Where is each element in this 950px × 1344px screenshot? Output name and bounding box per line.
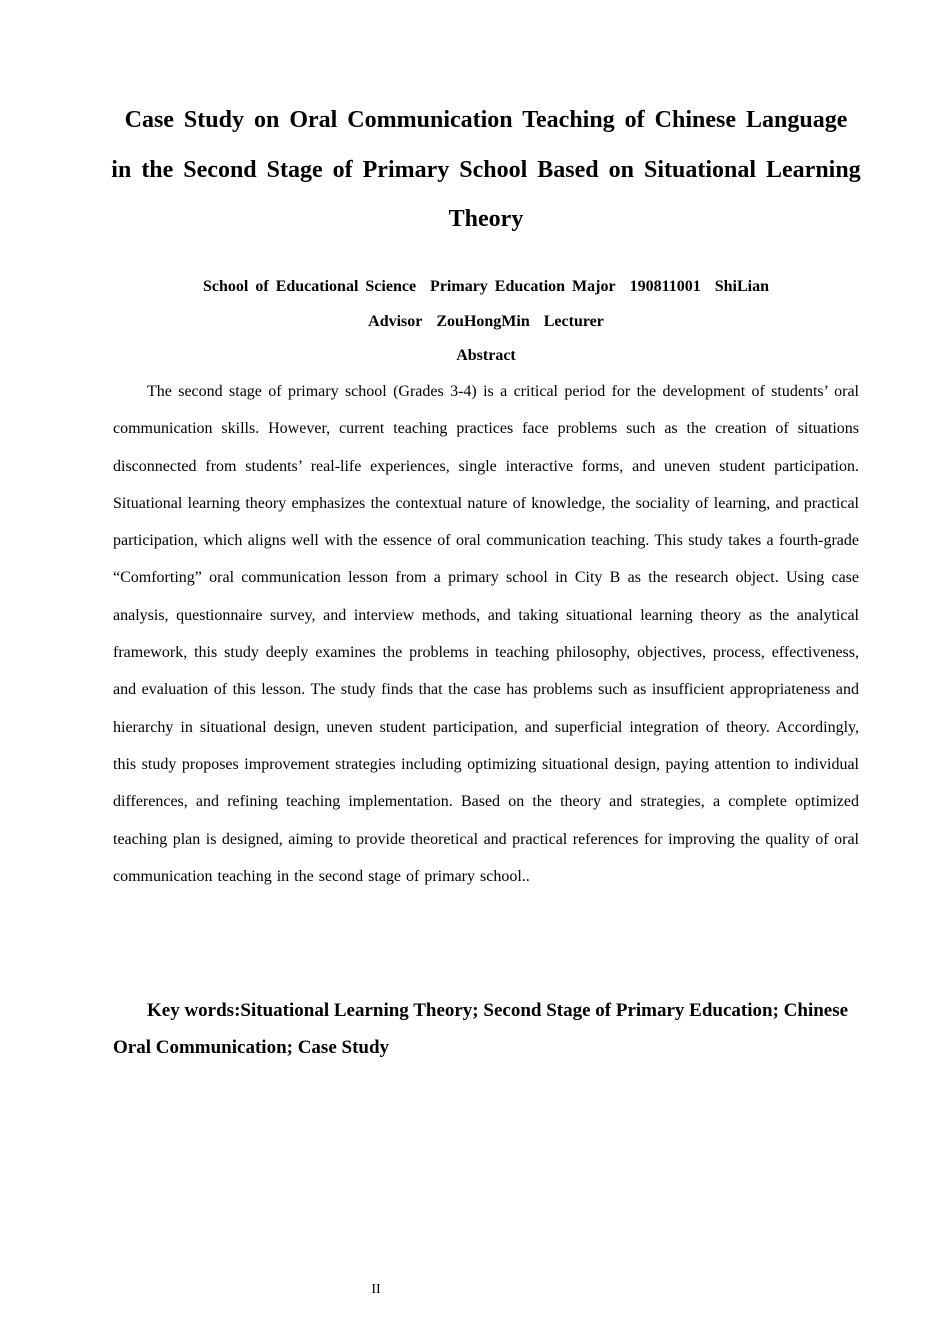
advisor-line bbox=[110, 311, 862, 333]
student-id: 190811001 bbox=[629, 278, 701, 295]
keywords: Key words:Situational Learning Theory; Second Stage of Primary Education; Chinese Oral Communication; Case Study bbox=[113, 1000, 849, 1058]
school-name: School of Educational Science bbox=[203, 278, 417, 295]
page-number: II bbox=[371, 1282, 381, 1297]
advisor-name: ZouHongMin bbox=[436, 313, 530, 330]
major-name: Primary Education Major bbox=[430, 278, 616, 295]
advisor-label: Advisor bbox=[368, 313, 423, 330]
author-name: ShiLian bbox=[714, 278, 769, 295]
abstract-heading: Abstract bbox=[456, 347, 516, 364]
advisor-rank: Lecturer bbox=[543, 313, 604, 330]
abstract-body: The second stage of primary school (Grades 3-4) is a critical period for the development of students’ oral communication skills. However, current teaching practices face problems such as the creation of situations disconnected from students’ real-life experiences, single interactive forms, and uneven student participation. Situational learning theory emphasizes the contextual nature of knowledge, the sociality of learning, and practical participation, which aligns well with the essence of oral communication teaching. This study takes a fourth-grade “Comforting” oral communication lesson from a primary school in City B as the research object. Using case analysis, questionnaire survey, and interview methods, and taking situational learning theory as the analytical framework, this study deeply examines the problems in teaching philosophy, objectives, process, effectiveness, and evaluation of this lesson. The study finds that the case has problems such as insufficient appropriateness and hierarchy in situational design, uneven student participation, and superficial integration of theory. Accordingly, this study proposes improvement strategies including optimizing situational design, paying attention to individual differences, and refining teaching implementation. Based on the theory and strategies, a complete optimized teaching plan is designed, aiming to provide theoretical and practical references for improving the quality of oral communication teaching in the second stage of primary school.. bbox=[113, 383, 859, 885]
author-line bbox=[110, 276, 862, 298]
paper-title: Case Study on Oral Communication Teaching of Chinese Language in the Second Stage of Primary School Based on Situational Learning Theory bbox=[111, 107, 861, 232]
